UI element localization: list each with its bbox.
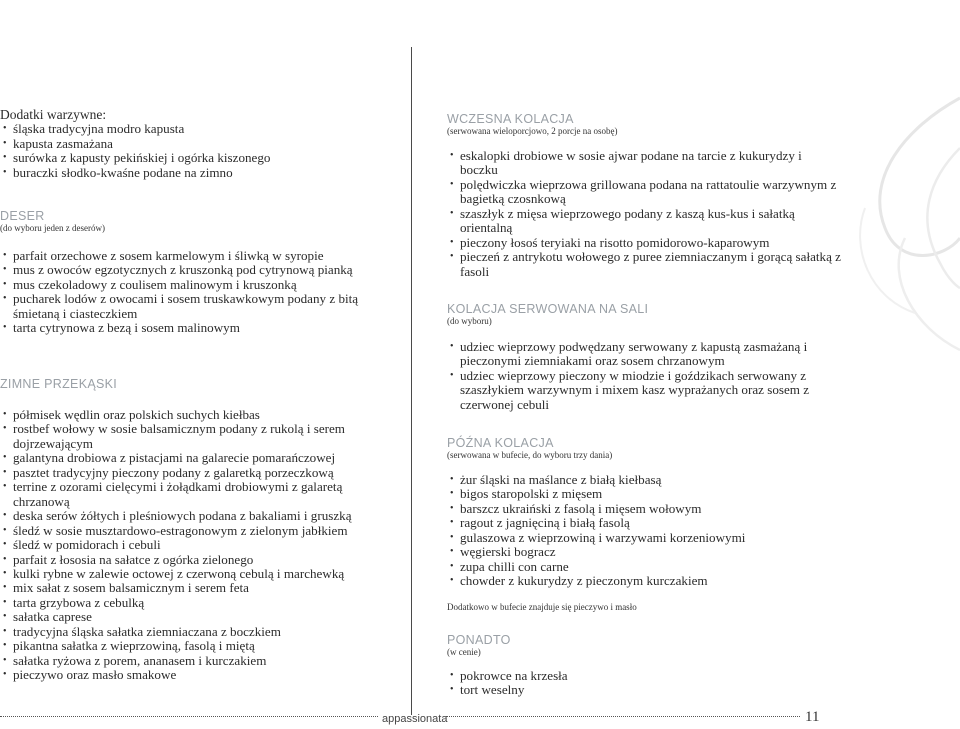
bullet-icon: • <box>450 236 454 248</box>
menu-item <box>0 151 395 165</box>
menu-item-text: pieczywo oraz masło smakowe <box>13 667 177 683</box>
bullet-icon: • <box>450 684 454 696</box>
menu-item-text: węgierski bogracz <box>460 544 556 560</box>
bullet-icon: • <box>450 341 454 352</box>
menu-item-text: terrine z ozorami cielęcymi i żołądkami drobiowymi z galaretą chrzanową <box>13 479 343 509</box>
bullet-icon: • <box>3 123 7 135</box>
menu-item-text: śledź w pomidorach i cebuli <box>13 537 161 553</box>
cold-list <box>0 408 395 683</box>
menu-item-text: galantyna drobiowa z pistacjami na galarecie pomarańczowej <box>13 450 336 466</box>
menu-item <box>447 545 842 559</box>
menu-item <box>0 596 395 610</box>
cold-title: ZIMNE PRZEKĄSKI <box>0 377 118 391</box>
menu-item <box>447 340 842 369</box>
bullet-icon: • <box>3 596 7 608</box>
bullet-icon: • <box>450 531 454 543</box>
footer-dotted-rule-right <box>446 716 800 717</box>
menu-item <box>0 480 395 509</box>
menu-item <box>0 122 395 136</box>
menu-item <box>0 668 395 682</box>
menu-item-text: deska serów żółtych i pleśniowych podana z bakaliami i gruszką <box>13 508 352 524</box>
menu-item-text: pikantna sałatka z wieprzowiną, fasolą i miętą <box>13 638 255 654</box>
menu-item-text: udziec wieprzowy pieczony w miodzie i goździkach serwowany z szaszłykiem warzywnym i mixem kasz wyprażanych oraz sosem z czerwonej cebuli <box>460 367 810 412</box>
cold-section <box>0 377 395 683</box>
menu-item-text: ragout z jagnięciną i białą fasolą <box>460 515 630 531</box>
bullet-icon: • <box>3 640 7 652</box>
decorative-swirl-ornament <box>845 88 960 358</box>
bullet-icon: • <box>3 322 7 334</box>
menu-item <box>0 466 395 480</box>
menu-item <box>447 149 842 178</box>
menu-item-text: śledź w sosie musztardowo-estragonowym z zielonym jabłkiem <box>13 522 348 538</box>
menu-item-text: mus z owoców egzotycznych z kruszonką pod cytrynową pianką <box>13 262 353 278</box>
menu-item-text: tradycyjna śląska sałatka ziemniaczana z boczkiem <box>13 623 281 639</box>
menu-item-text: szaszłyk z mięsa wieprzowego podany z kaszą kus-kus i sałatką orientalną <box>460 205 795 236</box>
bullet-icon: • <box>450 546 454 558</box>
menu-item <box>0 654 395 668</box>
menu-item <box>0 408 395 422</box>
bullet-icon: • <box>450 178 454 190</box>
served-list <box>447 340 842 412</box>
dessert-section <box>0 209 395 336</box>
menu-item-text: sałatka ryżowa z porem, ananasem i kurczakiem <box>13 652 267 668</box>
bullet-icon: • <box>3 466 7 478</box>
bullet-icon: • <box>3 553 7 565</box>
bullet-icon: • <box>3 524 7 536</box>
dessert-list <box>0 249 395 336</box>
extra-list <box>447 669 842 698</box>
late-subtitle: (serwowana w bufecie, do wyboru trzy dania) <box>447 450 613 460</box>
late-list <box>447 473 842 589</box>
menu-item <box>0 610 395 624</box>
bullet-icon: • <box>3 166 7 178</box>
menu-item-text: zupa chilli con carne <box>460 558 569 574</box>
menu-item-text: tarta grzybowa z cebulką <box>13 594 145 610</box>
menu-item-text: mus czekoladowy z coulisem malinowym i kruszonką <box>13 276 297 292</box>
bullet-icon: • <box>3 278 7 290</box>
extra-section <box>447 633 842 698</box>
menu-item-text: udziec wieprzowy podwędzany serwowany z kapustą zasmażaną i pieczonymi ziemniakami oraz sosem chrzanowym <box>460 339 808 369</box>
bullet-icon: • <box>3 567 7 579</box>
sides-title: Dodatki warzywne: <box>0 107 107 122</box>
bullet-icon: • <box>450 560 454 572</box>
late-section <box>447 436 842 613</box>
bullet-icon: • <box>450 502 454 514</box>
menu-item <box>447 502 842 516</box>
menu-item <box>447 178 842 207</box>
menu-item-text: barszcz ukraiński z fasolą i mięsem wołowym <box>460 500 702 516</box>
menu-item <box>0 509 395 523</box>
menu-item-text: pasztet tradycyjny pieczony podany z galaretką porzeczkową <box>13 464 334 480</box>
menu-item <box>0 292 395 321</box>
extra-subtitle: (w cenie) <box>447 647 481 657</box>
bullet-icon: • <box>3 654 7 666</box>
bullet-icon: • <box>3 582 7 594</box>
bullet-icon: • <box>3 611 7 623</box>
served-subtitle: (do wyboru) <box>447 316 492 326</box>
menu-item <box>0 567 395 581</box>
late-title: PÓŹNA KOLACJA <box>447 436 554 450</box>
menu-item-text: rostbef wołowy w sosie balsamicznym podany z rukolą i serem dojrzewającym <box>13 421 345 451</box>
early-title: WCZESNA KOLACJA <box>447 112 574 126</box>
menu-item-text: buraczki słodko-kwaśne podane na zimno <box>13 164 233 180</box>
menu-item-text: pucharek lodów z owocami i sosem truskawkowym podany z bitą śmietaną i ciasteczkiem <box>13 291 359 321</box>
menu-item-text: parfait z łososia na sałatce z ogórka zielonego <box>13 551 254 567</box>
menu-item-text: kulki rybne w zalewie octowej z czerwoną cebulą i marchewką <box>13 565 345 581</box>
bullet-icon: • <box>3 293 7 305</box>
menu-item <box>447 473 842 487</box>
menu-item-text: sałatka caprese <box>13 609 92 625</box>
bullet-icon: • <box>3 409 7 420</box>
menu-item <box>0 553 395 567</box>
menu-item <box>447 560 842 574</box>
menu-item-text: pokrowce na krzesła <box>460 668 568 683</box>
menu-item <box>0 524 395 538</box>
menu-item <box>447 207 842 236</box>
menu-item-text: bigos staropolski z mięsem <box>460 486 603 502</box>
sides-list <box>0 122 395 180</box>
menu-item-text: chowder z kukurydzy z pieczonym kurczakiem <box>460 573 708 589</box>
menu-item <box>447 574 842 588</box>
bullet-icon: • <box>3 669 7 681</box>
bullet-icon: • <box>3 423 7 435</box>
bullet-icon: • <box>3 264 7 276</box>
menu-item <box>0 137 395 151</box>
bullet-icon: • <box>3 250 7 261</box>
extra-title: PONADTO <box>447 633 511 647</box>
menu-item-text: gulaszowa z wieprzowiną i warzywami korzeniowymi <box>460 529 746 545</box>
bullet-icon: • <box>450 369 454 381</box>
menu-item <box>447 487 842 501</box>
menu-item-text: tort weselny <box>460 682 525 698</box>
menu-item <box>0 321 395 335</box>
dessert-title: DESER <box>0 209 45 223</box>
menu-item-text: pieczony łosoś teryiaki na risotto pomidorowo-kaparowym <box>460 234 770 250</box>
early-list <box>447 149 842 279</box>
dessert-subtitle: (do wyboru jeden z deserów) <box>0 223 105 233</box>
menu-item-text: pieczeń z antrykotu wołowego z puree ziemniaczanym i gorącą sałatką z fasoli <box>460 249 841 279</box>
menu-item <box>447 669 842 683</box>
bullet-icon: • <box>450 575 454 587</box>
footer-brand: appassionata <box>382 713 448 725</box>
menu-item-text: polędwiczka wieprzowa grillowana podana na rattatoulie warzywnym z bagietką czosnkową <box>460 176 837 207</box>
menu-item-text: półmisek wędlin oraz polskich suchych kiełbas <box>13 407 260 422</box>
menu-item <box>0 249 395 263</box>
menu-item <box>447 369 842 412</box>
bullet-icon: • <box>450 150 454 161</box>
menu-item <box>447 236 842 250</box>
early-section <box>447 112 842 279</box>
page-number: 11 <box>805 709 820 725</box>
bullet-icon: • <box>3 625 7 637</box>
menu-item <box>0 422 395 451</box>
bullet-icon: • <box>450 670 454 681</box>
bullet-icon: • <box>3 152 7 164</box>
bullet-icon: • <box>3 452 7 464</box>
menu-item <box>447 683 842 697</box>
menu-item <box>0 581 395 595</box>
menu-item <box>0 451 395 465</box>
menu-item <box>447 516 842 530</box>
bullet-icon: • <box>450 251 454 263</box>
bullet-icon: • <box>450 474 454 485</box>
page-footer <box>0 711 960 729</box>
menu-item <box>0 278 395 292</box>
bullet-icon: • <box>450 207 454 219</box>
served-title: KOLACJA SERWOWANA NA SALI <box>447 302 649 316</box>
menu-item-text: surówka z kapusty pekińskiej i ogórka kiszonego <box>13 150 271 166</box>
sides-section <box>0 108 395 180</box>
menu-item-text: kapusta zasmażana <box>13 135 113 151</box>
column-divider <box>411 47 412 715</box>
menu-item-text: śląska tradycyjna modro kapusta <box>13 121 185 137</box>
menu-item <box>0 263 395 277</box>
menu-item <box>0 166 395 180</box>
menu-item <box>0 639 395 653</box>
late-note: Dodatkowo w bufecie znajduje się pieczywo i masło <box>447 601 637 612</box>
bullet-icon: • <box>450 488 454 500</box>
menu-item-text: mix sałat z sosem balsamicznym i serem feta <box>13 580 249 596</box>
bullet-icon: • <box>3 539 7 551</box>
footer-dotted-rule-left <box>0 716 378 717</box>
early-subtitle: (serwowana wieloporcjowo, 2 porcje na osobę) <box>447 126 618 136</box>
bullet-icon: • <box>3 481 7 493</box>
menu-item <box>447 250 842 279</box>
bullet-icon: • <box>3 137 7 149</box>
menu-item-text: tarta cytrynowa z bezą i sosem malinowym <box>13 320 240 336</box>
menu-item <box>0 538 395 552</box>
menu-item-text: eskalopki drobiowe w sosie ajwar podane na tarcie z kukurydzy i boczku <box>460 148 802 178</box>
menu-item-text: żur śląski na maślance z białą kiełbasą <box>460 472 662 487</box>
menu-item <box>447 531 842 545</box>
menu-item-text: parfait orzechowe z sosem karmelowym i śliwką w syropie <box>13 248 324 263</box>
menu-item <box>0 625 395 639</box>
bullet-icon: • <box>3 510 7 522</box>
bullet-icon: • <box>450 517 454 529</box>
served-section <box>447 302 842 412</box>
